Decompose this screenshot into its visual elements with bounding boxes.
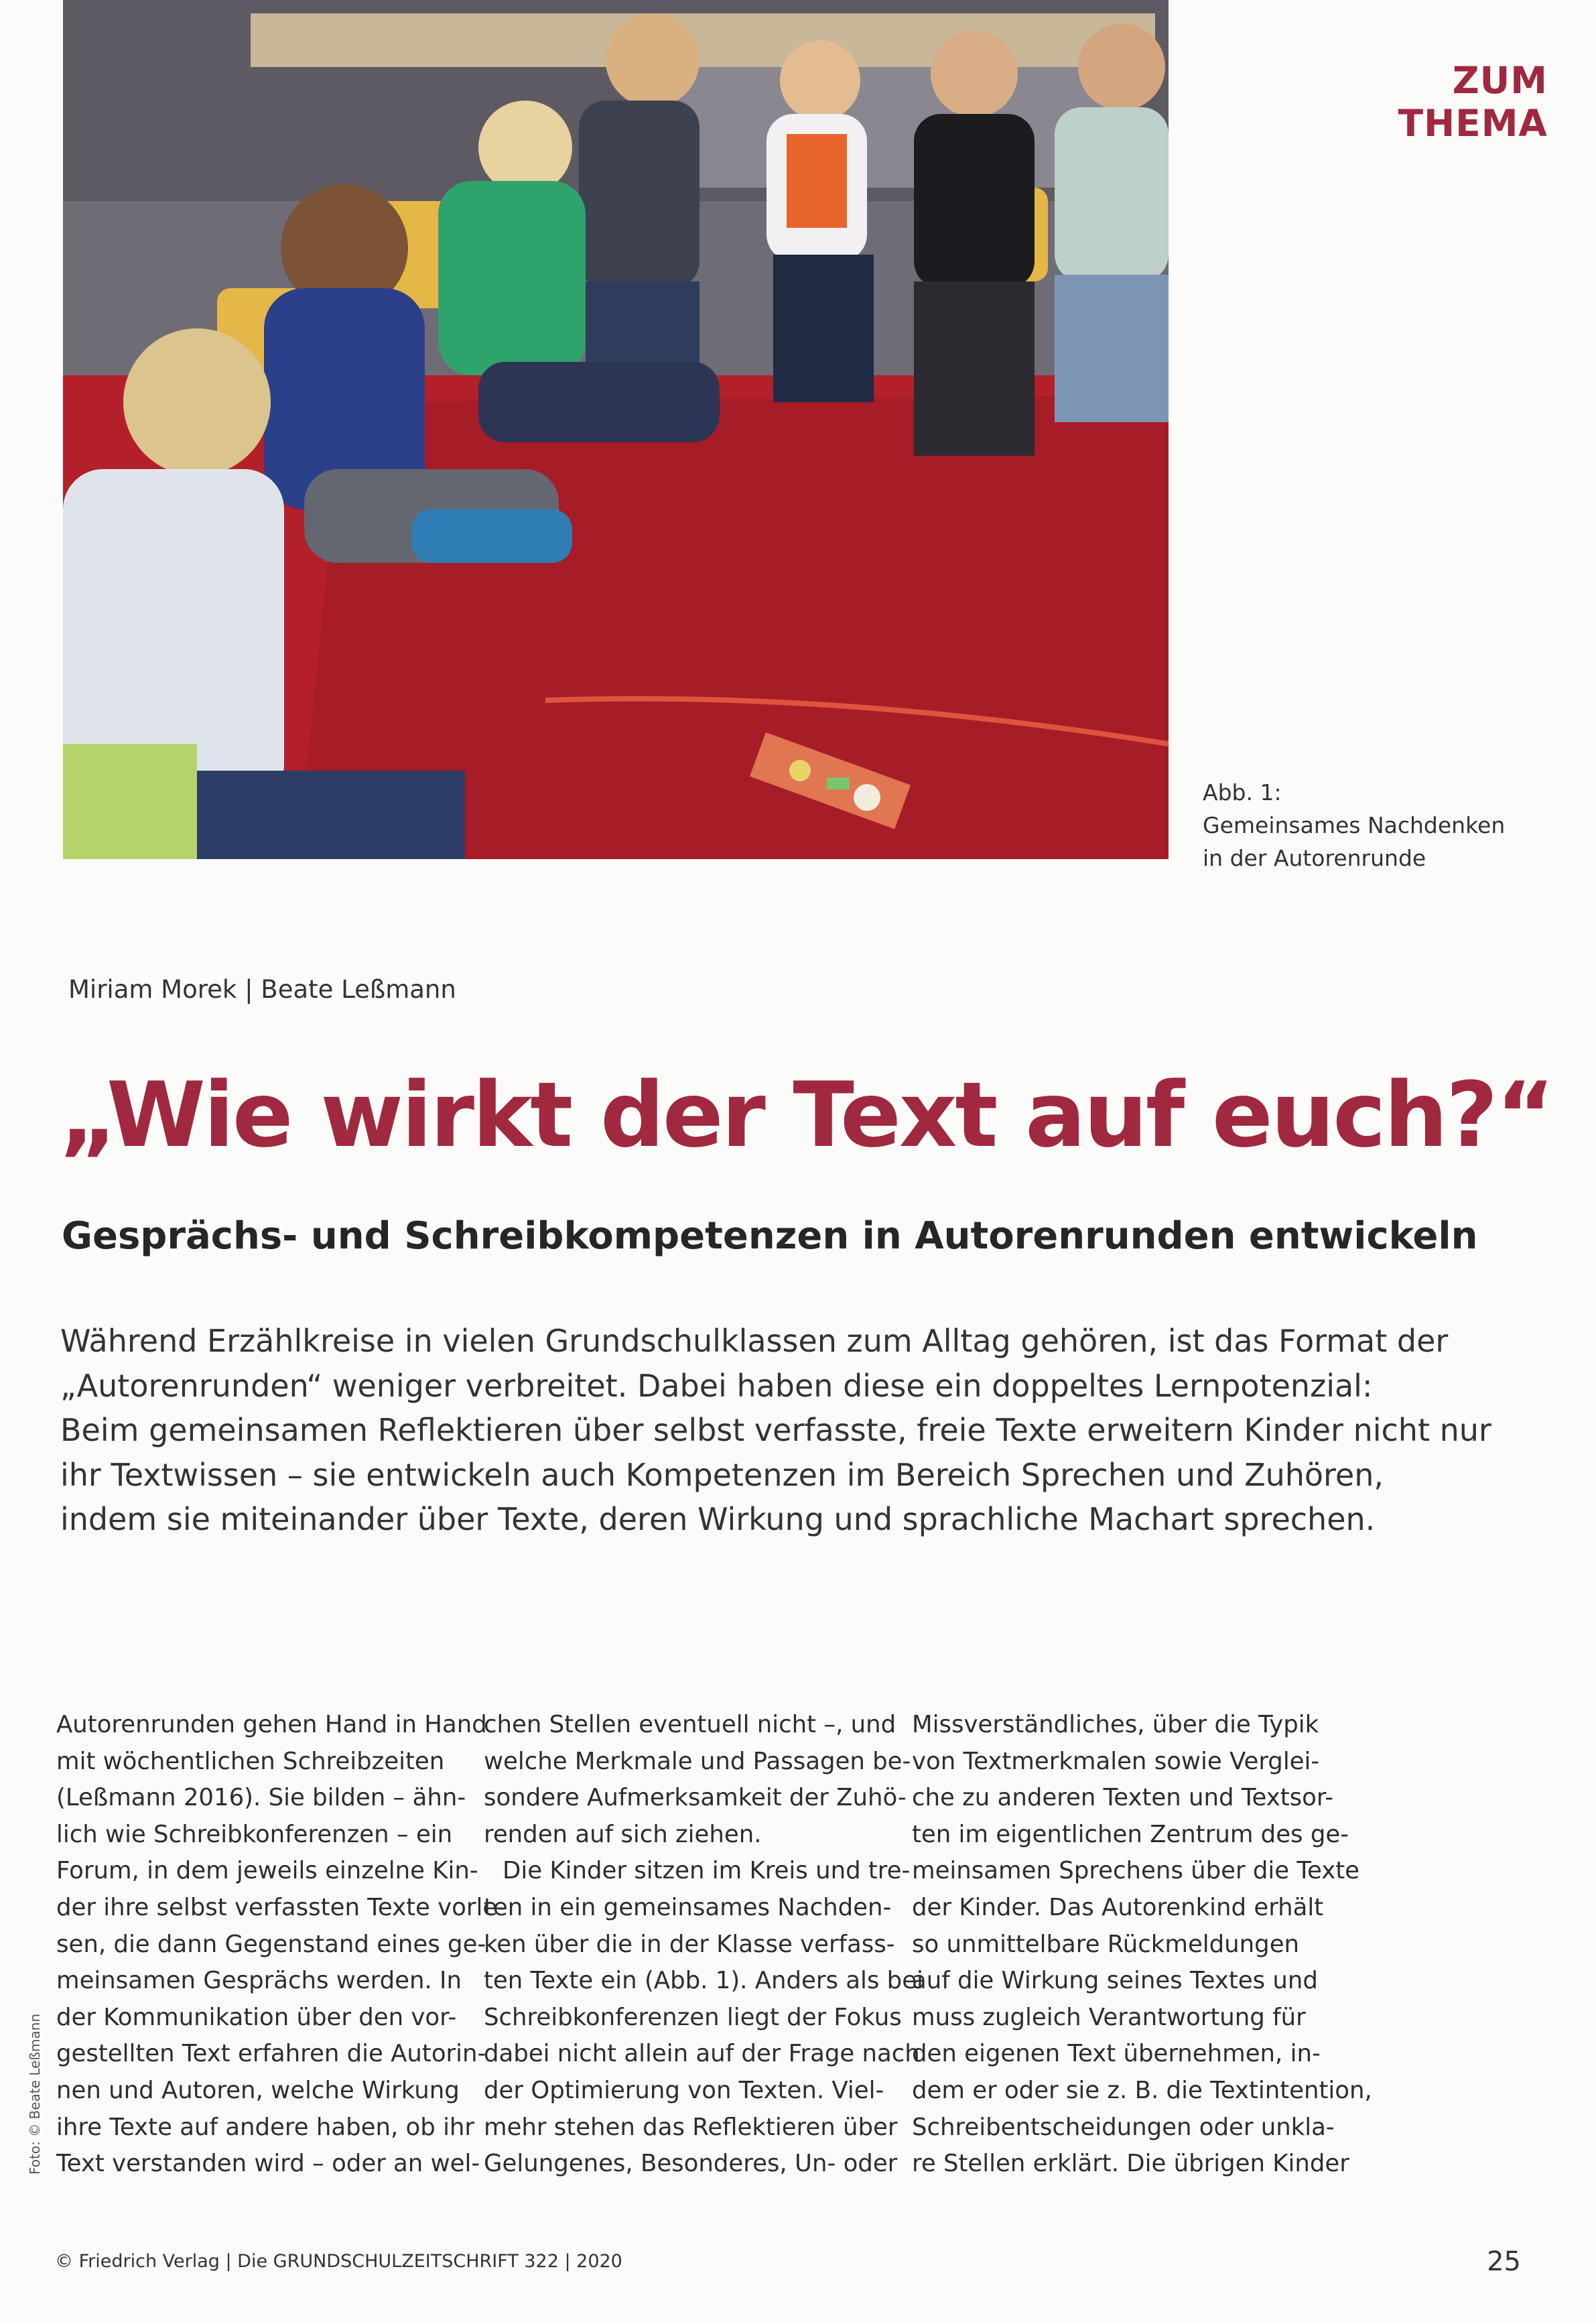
body-line: ten Texte ein (Abb. 1). Anders als bei: [484, 1967, 923, 1995]
body-line: der Kinder. Das Autorenkind erhält: [912, 1893, 1324, 1921]
body-line: Die Kinder sitzen im Kreis und tre-: [503, 1857, 911, 1885]
body-line: re Stellen erklärt. Die übrigen Kinder: [912, 2150, 1349, 2178]
caption-line: in der Autorenrunde: [1203, 845, 1426, 871]
body-line: ken über die in der Klasse verfass-: [484, 1930, 895, 1958]
lead-line: indem sie miteinander über Texte, deren Wirkung und sprachliche Machart sprechen.: [60, 1501, 1376, 1537]
body-line: der ihre selbst verfassten Texte vorle-: [56, 1893, 506, 1921]
body-line: dem er oder sie z. B. die Textintention,: [912, 2076, 1372, 2104]
body-line: meinsamen Sprechens über die Texte: [912, 1857, 1360, 1885]
body-line: Forum, in dem jeweils einzelne Kin-: [56, 1857, 478, 1885]
page-number: 25: [1487, 2246, 1521, 2277]
article-headline: „Wie wirkt der Text auf euch?“: [59, 1063, 1553, 1167]
body-line: von Textmerkmalen sowie Verglei-: [912, 1747, 1320, 1775]
lead-line: Während Erzählkreise in vielen Grundschulklassen zum Alltag gehören, ist das Format der: [60, 1323, 1449, 1359]
body-line: ten im eigentlichen Zentrum des ge-: [912, 1820, 1349, 1848]
lead-line: ihr Textwissen – sie entwickeln auch Kompetenzen im Bereich Sprechen und Zuhören,: [60, 1456, 1384, 1493]
body-line: meinsamen Gesprächs werden. In: [56, 1967, 462, 1995]
caption-line: Gemeinsames Nachdenken: [1203, 812, 1506, 838]
body-line: den eigenen Text übernehmen, in-: [912, 2040, 1321, 2068]
body-line: (Leßmann 2016). Sie bilden – ähn-: [56, 1784, 466, 1812]
body-line: mehr stehen das Reflektieren über: [484, 2113, 898, 2141]
body-line: der Optimierung von Texten. Viel-: [484, 2076, 884, 2104]
body-line: dabei nicht allein auf der Frage nach: [484, 2040, 920, 2068]
figure-caption: [1203, 776, 1538, 875]
body-line: Text verstanden wird – oder an wel-: [56, 2150, 480, 2178]
page-footer: © Friedrich Verlag | Die GRUNDSCHULZEITSCHRIFT 322 | 2020: [55, 2251, 622, 2272]
body-line: ten in ein gemeinsames Nachden-: [484, 1893, 892, 1921]
body-line: nen und Autoren, welche Wirkung: [56, 2076, 460, 2104]
body-column-2: [484, 1707, 923, 2183]
body-line: mit wöchentlichen Schreibzeiten: [56, 1747, 445, 1775]
body-line: ihre Texte auf andere haben, ob ihr: [56, 2113, 475, 2141]
body-line: gestellten Text erfahren die Autorin-: [56, 2040, 486, 2068]
body-line: der Kommunikation über den vor-: [56, 2003, 457, 2031]
body-line: Schreibkonferenzen liegt der Fokus: [484, 2003, 902, 2031]
body-line: Autorenrunden gehen Hand in Hand: [56, 1711, 487, 1738]
body-line: welche Merkmale und Passagen be-: [484, 1747, 911, 1775]
body-line: Gelungenes, Besonderes, Un- oder: [484, 2150, 898, 2178]
article-lead: [60, 1319, 1534, 1542]
body-line: renden auf sich ziehen.: [484, 1820, 762, 1848]
photo-credit: Foto: © Beate Leßmann: [27, 2013, 43, 2175]
article-photo: [63, 0, 1169, 859]
body-column-1: [56, 1707, 506, 2183]
body-line: sondere Aufmerksamkeit der Zuhö-: [484, 1784, 907, 1812]
body-line: muss zugleich Verantwortung für: [912, 2003, 1306, 2031]
body-line: lich wie Schreibkonferenzen – ein: [56, 1820, 453, 1848]
lead-line: „Autorenrunden“ weniger verbreitet. Dabei haben diese ein doppeltes Lernpotenzial:: [60, 1367, 1373, 1404]
classroom-photo-illustration: [63, 0, 1169, 859]
body-column-3: [912, 1707, 1372, 2183]
caption-figure-number: Abb. 1:: [1203, 779, 1282, 805]
body-line: sen, die dann Gegenstand eines ge-: [56, 1930, 486, 1958]
body-line: Missverständliches, über die Typik: [912, 1711, 1319, 1738]
lead-line: Beim gemeinsamen Reflektieren über selbst verfasste, freie Texte erweitern Kinder nicht nur: [60, 1412, 1491, 1448]
article-subheadline: Gesprächs- und Schreibkompetenzen in Autorenrunden entwickeln: [62, 1214, 1478, 1258]
body-line: auf die Wirkung seines Textes und: [912, 1967, 1318, 1995]
article-authors: Miriam Morek | Beate Leßmann: [68, 975, 456, 1004]
body-line: Schreibentscheidungen oder unkla-: [912, 2113, 1335, 2141]
body-line: che zu anderen Texten und Textsor-: [912, 1784, 1334, 1812]
body-line: so unmittelbare Rückmeldungen: [912, 1930, 1300, 1958]
section-label: ZUM THEMA: [1398, 59, 1548, 145]
body-line: chen Stellen eventuell nicht –, und: [484, 1711, 896, 1738]
